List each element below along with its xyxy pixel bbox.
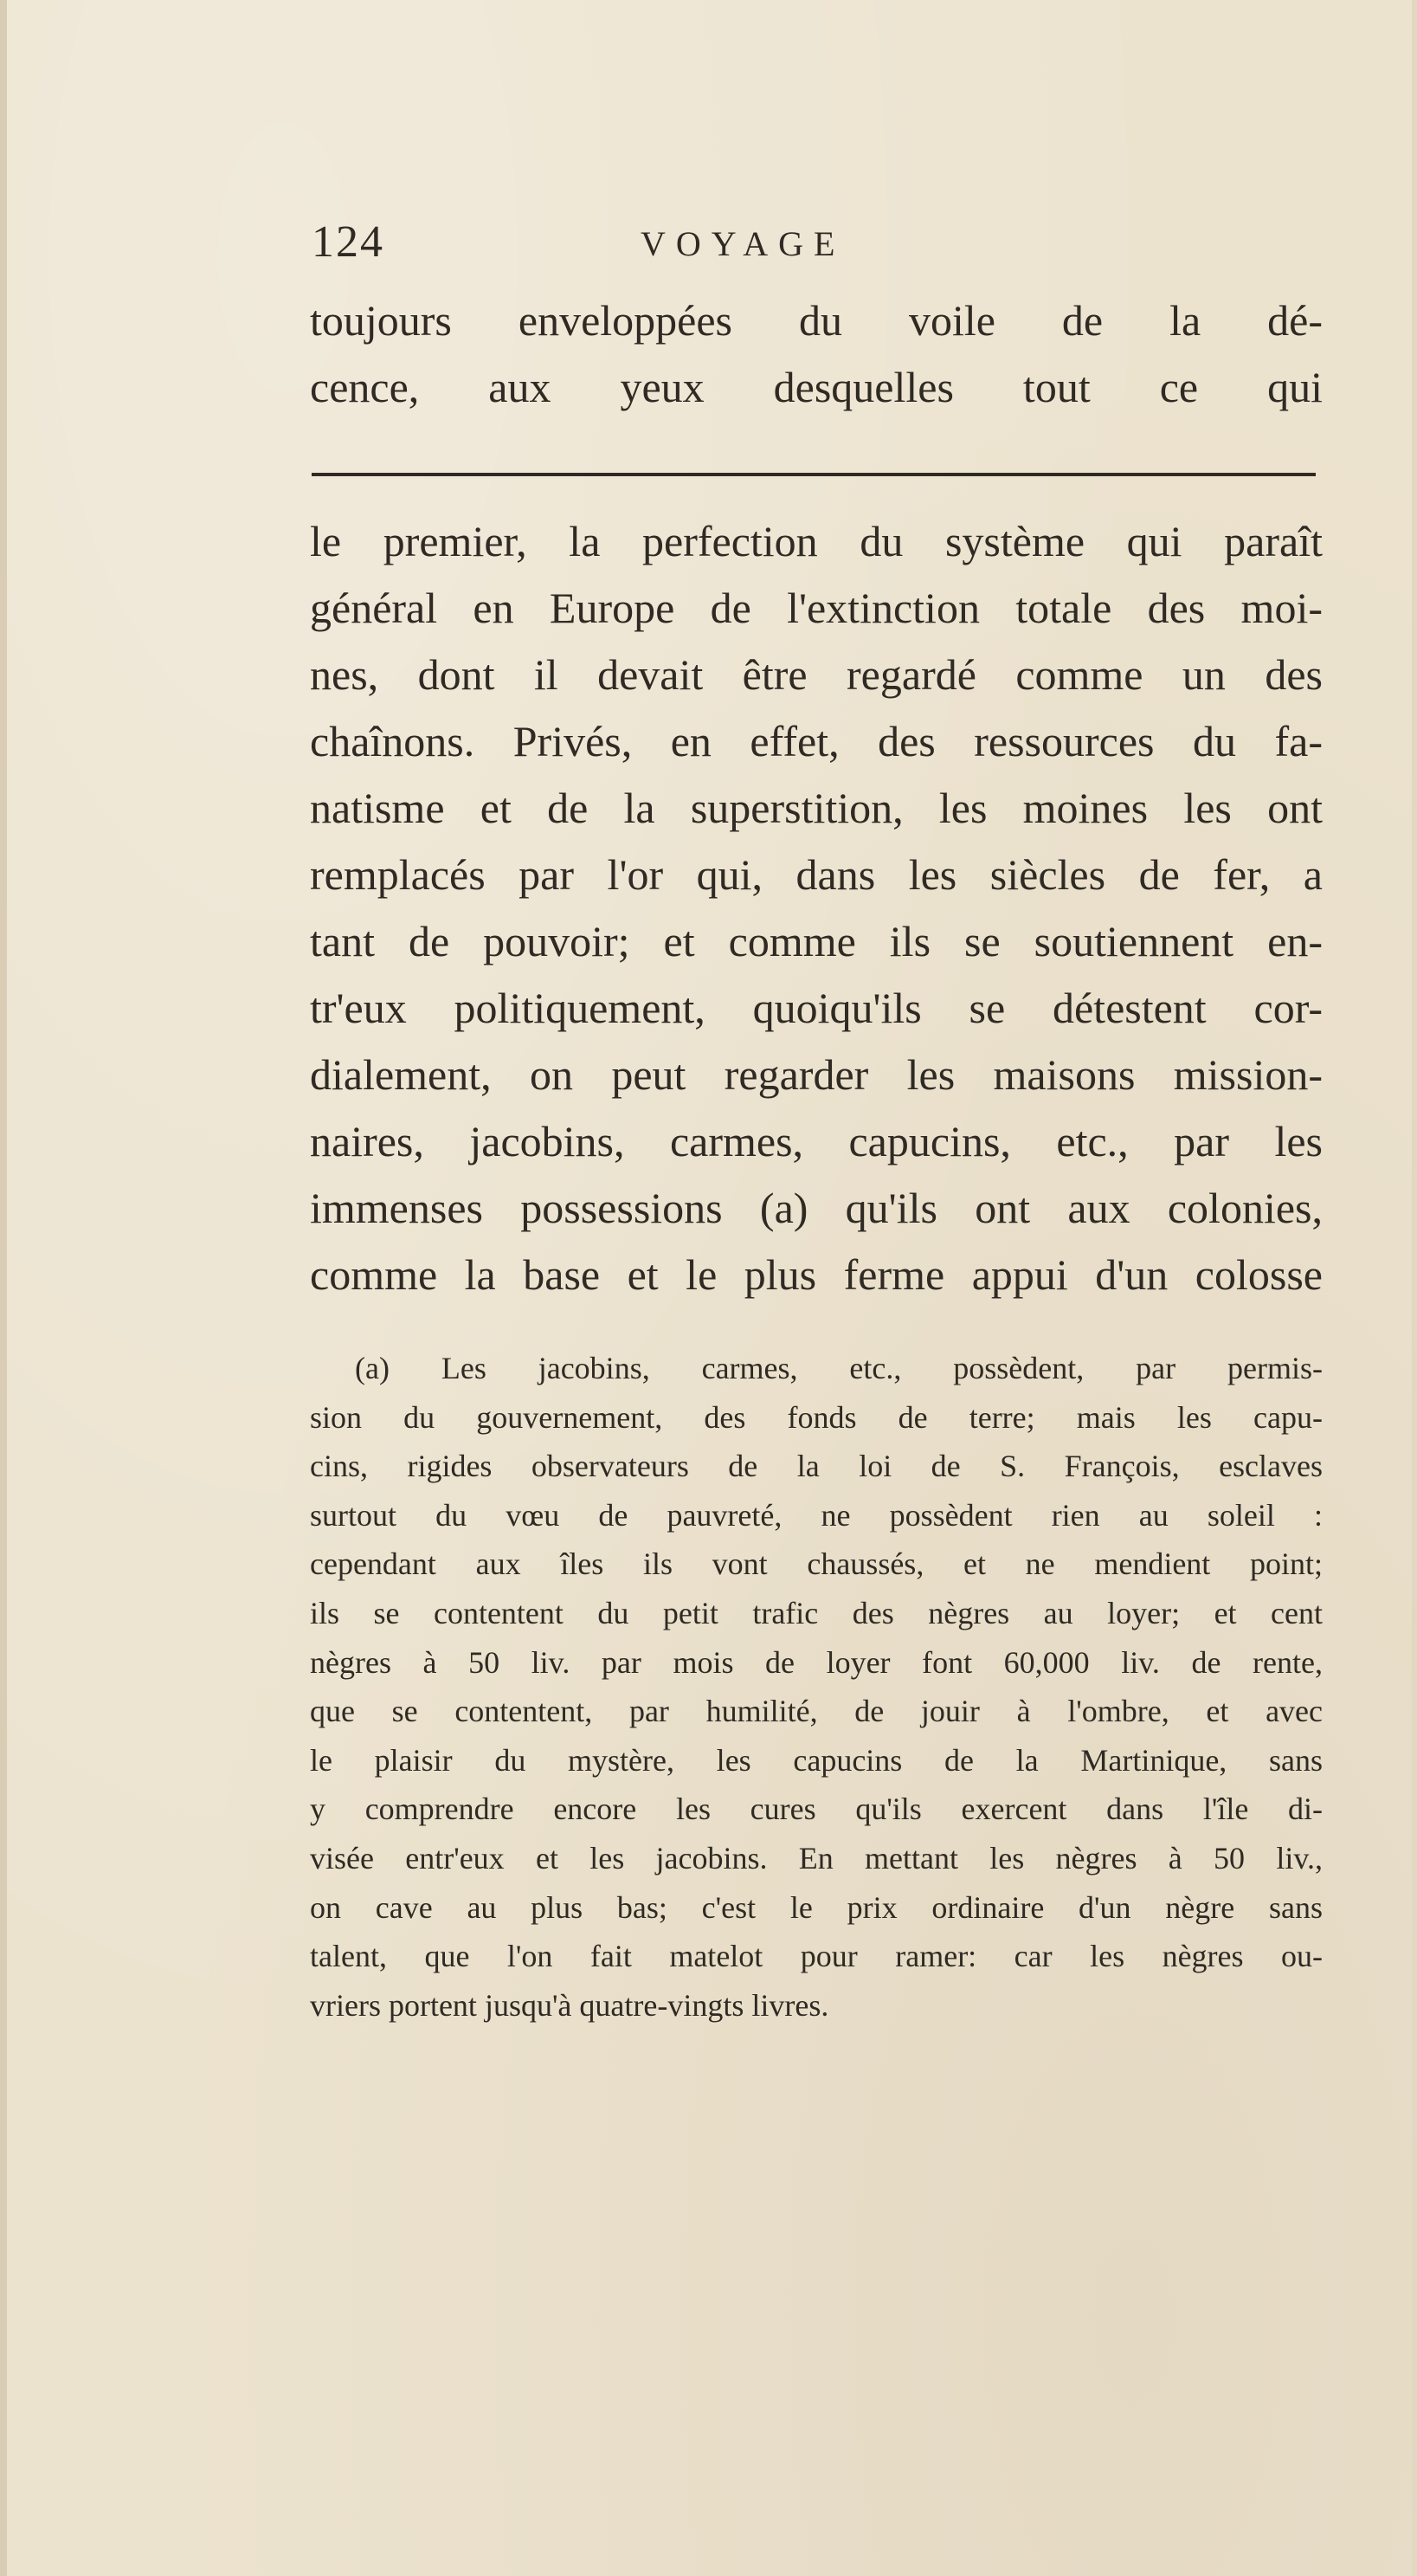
text-line: toujours enveloppées du voile de la dé- [310,296,1323,345]
footnote-line: sion du gouvernement, des fonds de terre; mais les capu- [310,1399,1323,1435]
footnote-line: y comprendre encore les cures qu'ils exercent dans l'île di- [310,1792,1323,1827]
text-line: comme la base et le plus ferme appui d'un colosse [310,1250,1323,1299]
footnote-line: talent, que l'on fait matelot pour ramer: car les nègres ou- [310,1939,1323,1974]
text-line: chaînons. Privés, en effet, des ressources du fa- [310,717,1323,765]
footnote-line: ils se contentent du petit trafic des nègres au loyer; et cent [310,1595,1323,1630]
text-line: naires, jacobins, carmes, capucins, etc., par les [310,1117,1323,1165]
footnote-line: (a) Les jacobins, carmes, etc., possèdent, par permis- [355,1351,1323,1385]
text-line: tr'eux politiquement, quoiqu'ils se détestent cor- [310,984,1323,1032]
page-number: 124 [312,217,384,267]
footnote-line: nègres à 50 liv. par mois de loyer font 60,000 liv. de rente, [310,1644,1323,1680]
page-right-edge [1412,0,1417,2576]
text-line: immenses possessions (a) qu'ils ont aux colonies, [310,1184,1323,1232]
footnote-line: cependant aux îles ils vont chaussés, et ne mendient point; [310,1546,1323,1582]
footnote-line: surtout du vœu de pauvreté, ne possèdent rien au soleil : [310,1497,1323,1533]
text-line: natisme et de la superstition, les moines les ont [310,784,1323,832]
running-head [312,216,1316,277]
footnote-line: le plaisir du mystère, les capucins de la Martinique, sans [310,1742,1323,1778]
text-line: dialement, on peut regarder les maisons mission- [310,1050,1323,1099]
text-line: tant de pouvoir; et comme ils se soutiennent en- [310,917,1323,965]
footnote-line: visée entr'eux et les jacobins. En mettant les nègres à 50 liv., [310,1840,1323,1876]
text-line: le premier, la perfection du système qui paraît [310,517,1323,565]
footnote [310,1344,1323,2030]
footnote-line: vriers portent jusqu'à quatre-vingts livres. [310,1987,829,2023]
footnote-line: on cave au plus bas; c'est le prix ordinaire d'un nègre sans [310,1889,1323,1925]
continued-text [310,287,1323,421]
text-line: général en Europe de l'extinction totale des moi- [310,584,1323,632]
text-line: nes, dont il devait être regardé comme un des [310,650,1323,699]
text-line: remplacés par l'or qui, dans les siècles de fer, a [310,850,1323,899]
running-title: VOYAGE [641,224,846,263]
footnote-line: que se contentent, par humilité, de jouir à l'ombre, et avec [310,1694,1323,1729]
footnote-line: cins, rigides observateurs de la loi de S. François, esclaves [310,1449,1323,1484]
text-line: cence, aux yeux desquelles tout ce qui [310,363,1323,411]
page-left-edge [0,0,7,2576]
main-text [310,508,1323,1308]
section-rule [312,473,1316,476]
